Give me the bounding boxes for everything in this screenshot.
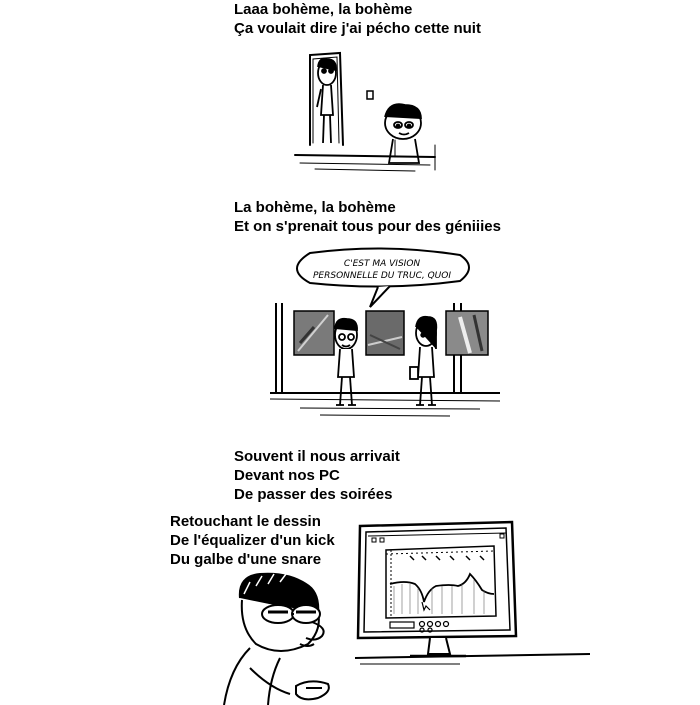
speech-bubble-line-2: PERSONNELLE DU TRUC, QUOI [312,271,452,281]
monitor [358,522,516,656]
caption-3-line-3: De passer des soirées [234,486,393,503]
caption-3-line-1: Souvent il nous arrivait [234,448,400,465]
speech-bubble-line-1: C'EST MA VISION [343,259,421,269]
speech-bubble [297,248,469,307]
panel-door-scene [285,45,445,175]
panel-gallery-scene [270,245,500,420]
caption-2 [234,198,501,236]
caption-4-line-1: Retouchant le dessin [170,513,321,530]
gallery-photos [294,311,488,355]
person-at-computer [224,574,329,705]
caption-4-line-3: Du galbe d'une snare [170,551,322,568]
caption-3-line-2: Devant nos PC [234,467,340,484]
panel-monitor-scene [210,518,590,705]
caption-2-line-1: La bohème, la bohème [234,199,396,216]
caption-1-line-2: Ça voulait dire j'ai pécho cette nuit [234,20,481,37]
caption-4-line-2: De l'équalizer d'un kick [170,532,335,549]
caption-1 [234,0,481,38]
caption-3 [234,447,400,504]
caption-2-line-2: Et on s'prenait tous pour des géniiies [234,218,501,235]
caption-1-line-1: Laaa bohème, la bohème [234,1,413,18]
